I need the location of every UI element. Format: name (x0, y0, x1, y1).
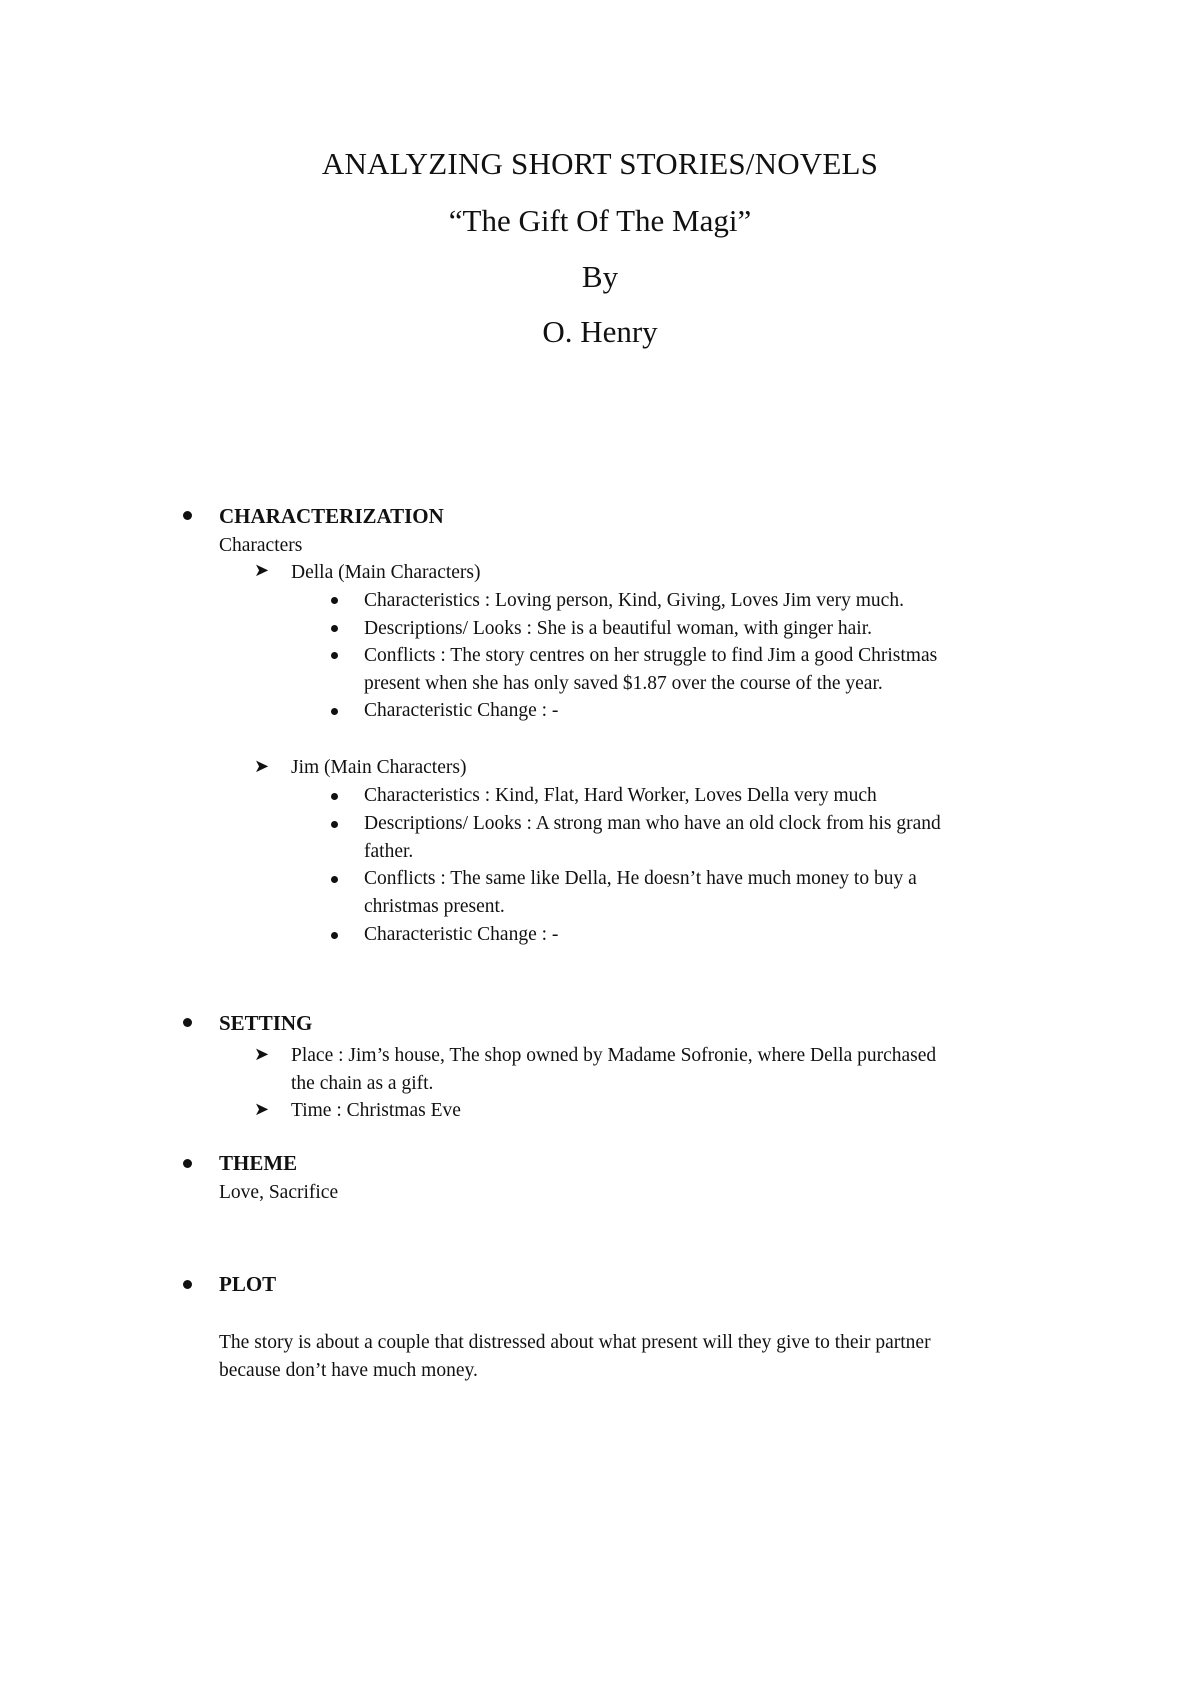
by-label: By (581, 259, 619, 294)
plot-line-1: The story is about a couple that distressed about what present will they give to their partner (219, 1332, 931, 1353)
bullet-icon (331, 876, 338, 883)
della-change: Characteristic Change : - (364, 700, 559, 721)
theme-heading: THEME (219, 1151, 298, 1175)
arrow-bullet-icon: ➤ (254, 560, 270, 580)
bullet-icon (331, 708, 338, 715)
author-name: O. Henry (542, 314, 658, 349)
bullet-icon (183, 1280, 192, 1289)
jim-characteristics: Characteristics : Kind, Flat, Hard Worker, Loves Della very much (364, 785, 877, 806)
jim-looks-cont: father. (364, 841, 414, 862)
setting-place-cont: the chain as a gift. (291, 1073, 434, 1094)
arrow-bullet-icon: ➤ (254, 756, 270, 776)
characterization-heading: CHARACTERIZATION (219, 504, 444, 528)
setting-heading: SETTING (219, 1011, 313, 1035)
bullet-icon (183, 511, 192, 520)
plot-heading: PLOT (219, 1272, 277, 1296)
della-looks: Descriptions/ Looks : She is a beautiful woman, with ginger hair. (364, 618, 872, 639)
bullet-icon (331, 625, 338, 632)
characters-subheading: Characters (219, 535, 303, 556)
setting-time: Time : Christmas Eve (291, 1100, 461, 1121)
jim-change: Characteristic Change : - (364, 924, 559, 945)
bullet-icon (331, 793, 338, 800)
jim-conflicts: Conflicts : The same like Della, He doesn’t have much money to buy a (364, 868, 917, 889)
theme-text: Love, Sacrifice (219, 1182, 339, 1203)
document-title: ANALYZING SHORT STORIES/NOVELS (321, 146, 879, 181)
bullet-icon (331, 597, 338, 604)
setting-place: Place : Jim’s house, The shop owned by Madame Sofronie, where Della purchased (291, 1045, 937, 1066)
della-conflicts: Conflicts : The story centres on her struggle to find Jim a good Christmas (364, 645, 938, 666)
della-name: Della (Main Characters) (291, 562, 481, 583)
arrow-bullet-icon: ➤ (254, 1044, 270, 1064)
story-title: “The Gift Of The Magi” (448, 203, 752, 238)
bullet-icon (183, 1018, 192, 1027)
jim-looks: Descriptions/ Looks : A strong man who have an old clock from his grand (364, 813, 941, 834)
jim-conflicts-cont: christmas present. (364, 896, 505, 917)
bullet-icon (183, 1159, 192, 1168)
arrow-bullet-icon: ➤ (254, 1099, 270, 1119)
bullet-icon (331, 821, 338, 828)
jim-name: Jim (Main Characters) (291, 757, 467, 778)
della-characteristics: Characteristics : Loving person, Kind, Giving, Loves Jim very much. (364, 590, 904, 611)
della-conflicts-cont: present when she has only saved $1.87 over the course of the year. (364, 673, 883, 694)
bullet-icon (331, 652, 338, 659)
plot-line-2: because don’t have much money. (219, 1360, 478, 1381)
bullet-icon (331, 932, 338, 939)
